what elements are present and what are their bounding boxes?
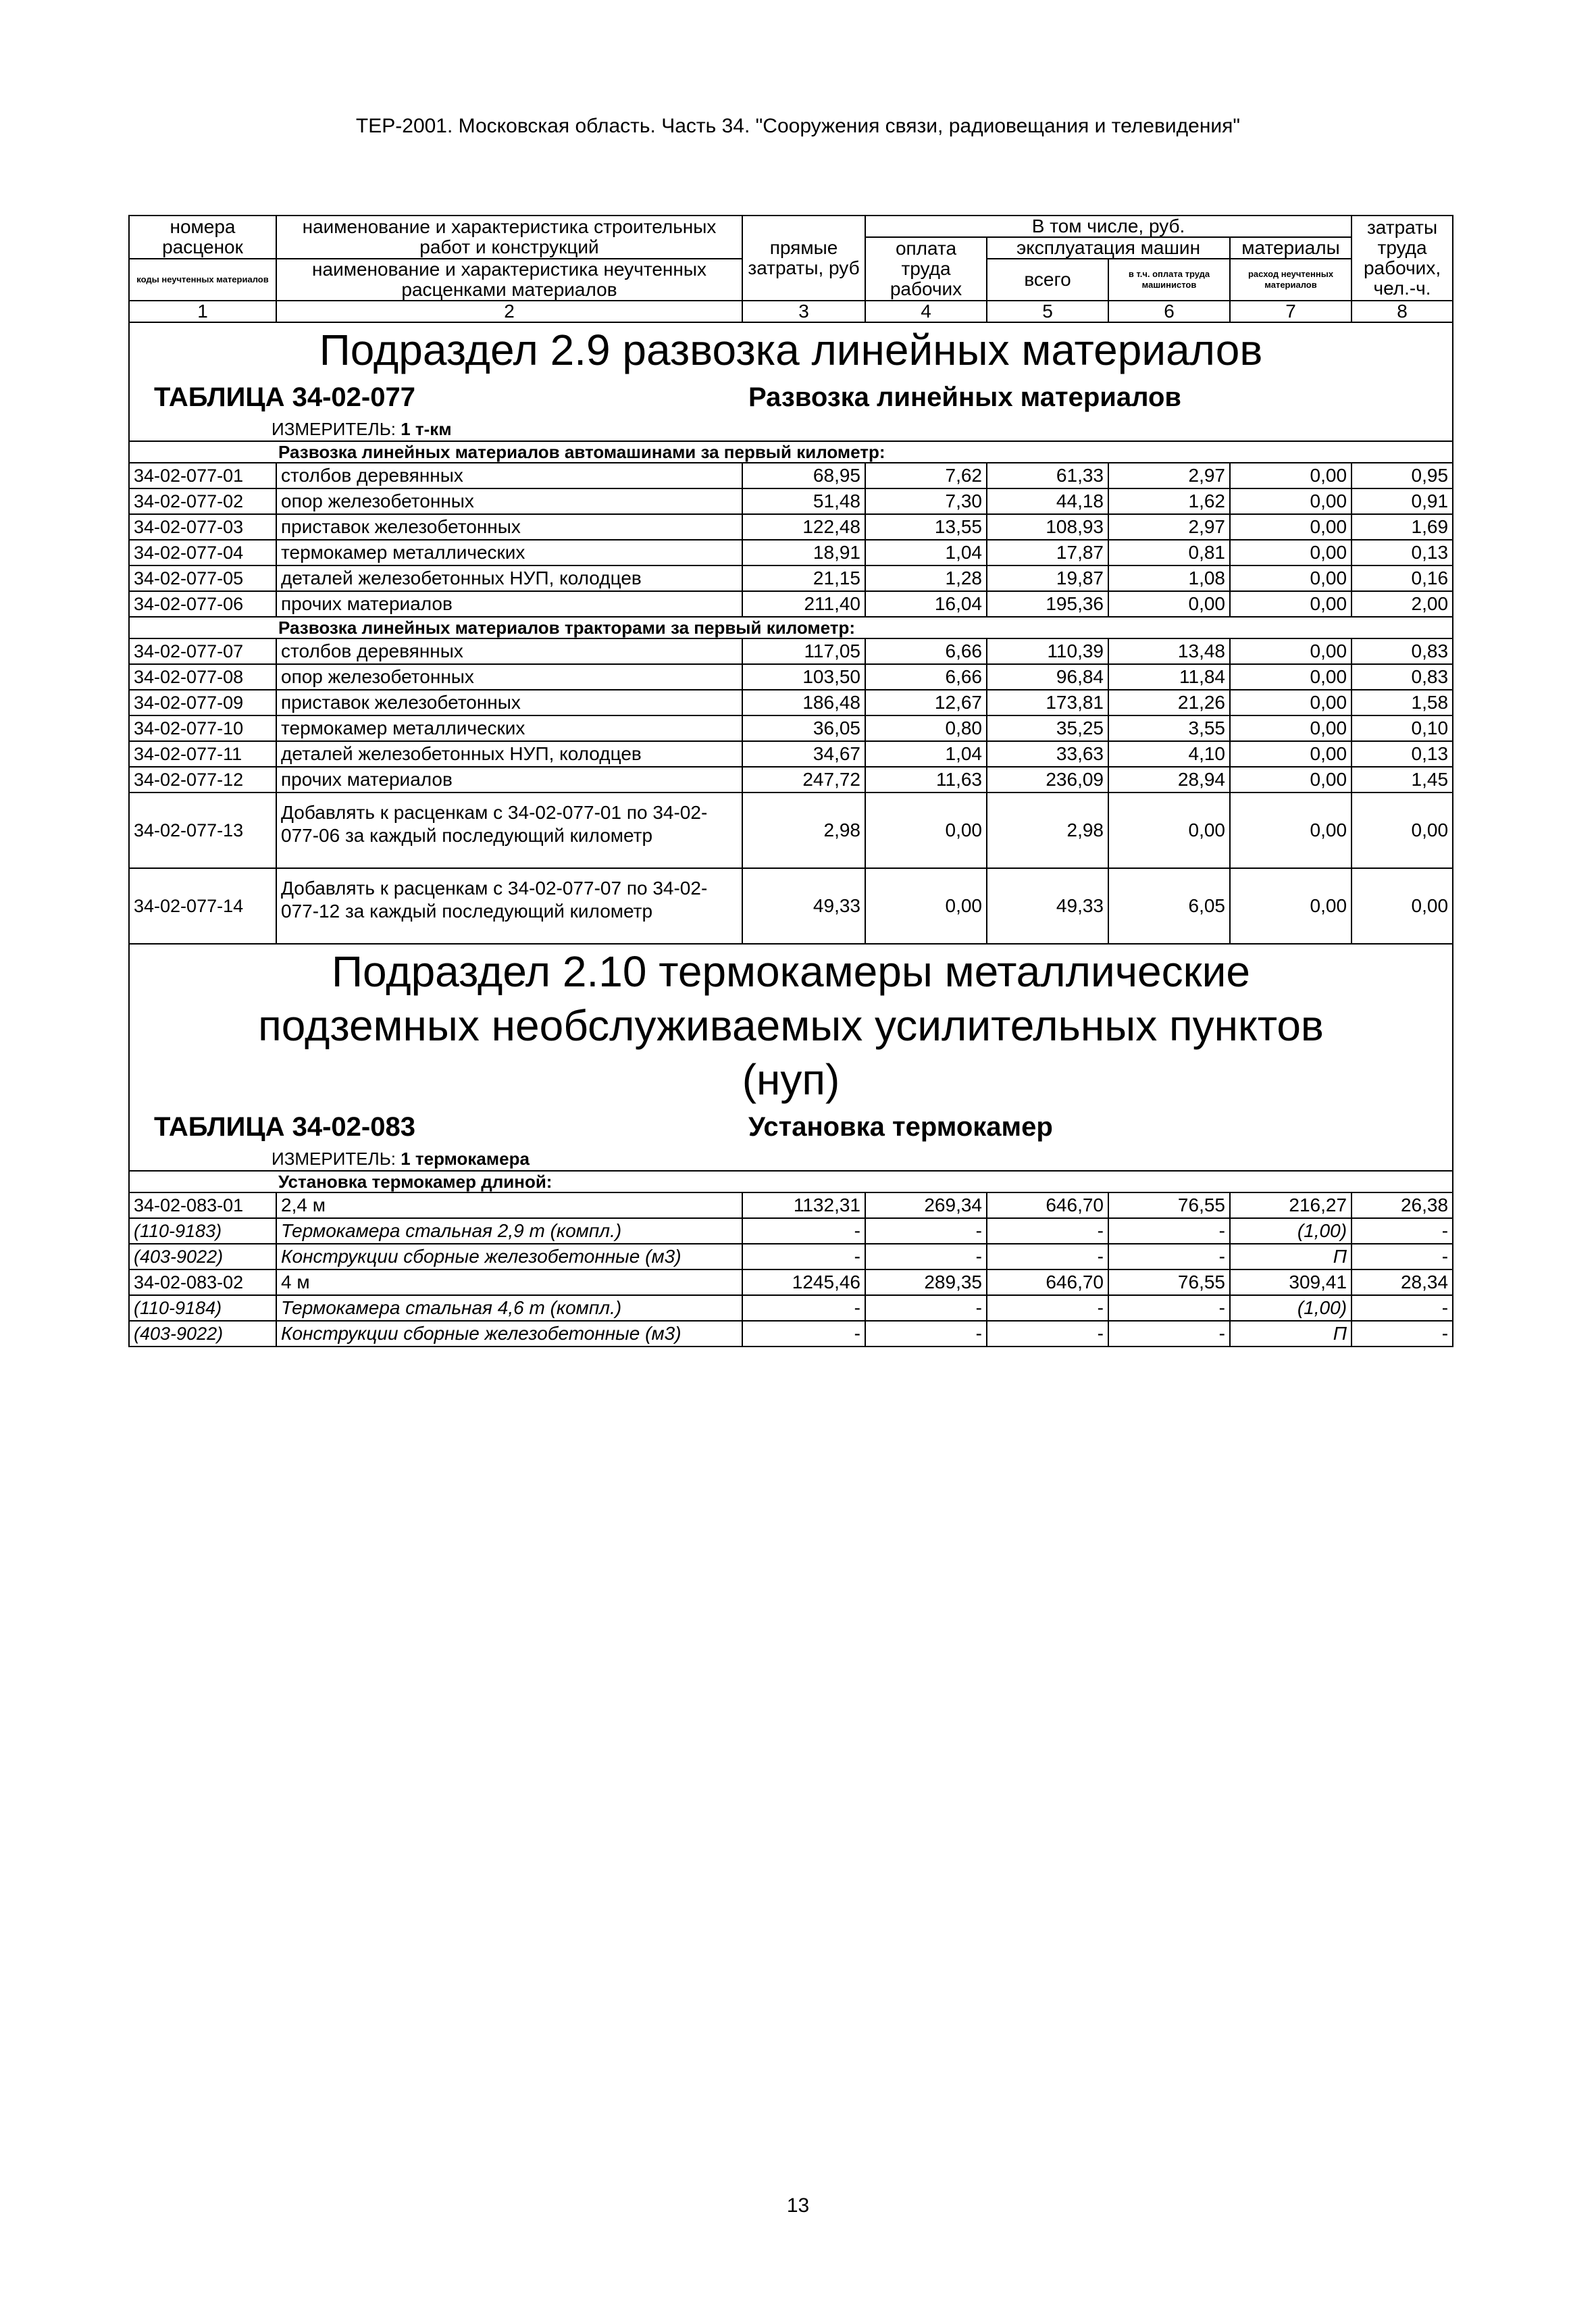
direct-costs: 36,05 [742,715,865,741]
rate-code: (110-9183) [129,1218,276,1244]
table-heading-row [129,1107,1453,1147]
work-name: деталей железобетонных НУП, колодцев [276,741,742,767]
table-body-thermochambers [129,1192,1453,1347]
rate-code: 34-02-077-05 [129,565,276,591]
group-title: Развозка линейных материалов автомашинами за первый километр: [129,441,1453,463]
header-labor-hours: затраты труда рабочих, чел.-ч. [1352,216,1453,301]
group-row [129,617,1453,638]
table-row [129,488,1453,514]
table-row [129,767,1453,793]
worker-pay: 0,00 [865,793,987,868]
work-name: 4 м [276,1269,742,1295]
meter-row [129,418,1453,441]
worker-pay: 7,30 [865,488,987,514]
machines-total: 19,87 [987,565,1108,591]
direct-costs: 1132,31 [742,1192,865,1218]
direct-costs: 34,67 [742,741,865,767]
table-row [129,1295,1453,1321]
worker-pay: 1,04 [865,540,987,565]
machines-total: 646,70 [987,1192,1108,1218]
table-row [129,638,1453,664]
rate-code: 34-02-077-10 [129,715,276,741]
meter-label: ИЗМЕРИТЕЛЬ: [272,1149,396,1169]
labor-hours: 2,00 [1352,591,1453,617]
table-row [129,540,1453,565]
work-name: Термокамера стальная 4,6 т (компл.) [276,1295,742,1321]
table-row [129,1269,1453,1295]
materials: (1,00) [1230,1218,1352,1244]
work-name: термокамер металлических [276,540,742,565]
work-name: приставок железобетонных [276,514,742,540]
table-row [129,1321,1453,1347]
rate-code: 34-02-077-01 [129,463,276,488]
worker-pay: 1,04 [865,741,987,767]
machinist-pay: - [1108,1218,1230,1244]
materials: 0,00 [1230,690,1352,715]
materials: 0,00 [1230,741,1352,767]
materials: 0,00 [1230,591,1352,617]
machines-total: 236,09 [987,767,1108,793]
meter [129,1147,1453,1171]
header-materials: материалы [1230,237,1352,259]
materials: 0,00 [1230,540,1352,565]
machines-total: 33,63 [987,741,1108,767]
group-row [129,1171,1453,1192]
labor-hours: - [1352,1218,1453,1244]
section-title: Подраздел 2.9 развозка линейных материалов [129,322,1453,377]
machinist-pay: 1,62 [1108,488,1230,514]
column-number: 8 [1352,301,1453,322]
work-name: столбов деревянных [276,638,742,664]
table-row [129,1192,1453,1218]
worker-pay: 0,80 [865,715,987,741]
machinist-pay: 4,10 [1108,741,1230,767]
machines-total: 17,87 [987,540,1108,565]
direct-costs: - [742,1321,865,1347]
meter-row [129,1147,1453,1171]
machines-total: 108,93 [987,514,1108,540]
group-title: Развозка линейных материалов тракторами за первый километр: [129,617,1453,638]
machines-total: 173,81 [987,690,1108,715]
machines-total: - [987,1244,1108,1269]
rate-code: 34-02-077-08 [129,664,276,690]
labor-hours: 0,00 [1352,868,1453,944]
table-row [129,565,1453,591]
labor-hours: 0,13 [1352,540,1453,565]
materials: 0,00 [1230,715,1352,741]
rate-code: 34-02-077-09 [129,690,276,715]
work-name: опор железобетонных [276,488,742,514]
rate-code: 34-02-077-13 [129,793,276,868]
direct-costs: 211,40 [742,591,865,617]
machinist-pay: 0,00 [1108,793,1230,868]
group-title: Установка термокамер длиной: [129,1171,1453,1192]
materials: 0,00 [1230,868,1352,944]
header-machinist-pay: в т.ч. оплата труда машинистов [1108,259,1230,301]
table-row [129,793,1453,868]
machinist-pay: 6,05 [1108,868,1230,944]
materials: 0,00 [1230,514,1352,540]
worker-pay: 11,63 [865,767,987,793]
worker-pay: 0,00 [865,868,987,944]
labor-hours: 0,00 [1352,793,1453,868]
rate-code: 34-02-077-03 [129,514,276,540]
machines-total: - [987,1218,1108,1244]
machines-total: 110,39 [987,638,1108,664]
labor-hours: 0,95 [1352,463,1453,488]
labor-hours: 0,83 [1352,638,1453,664]
header-rate-numbers: номера расценок [129,216,276,259]
table-row [129,1218,1453,1244]
labor-hours: 1,58 [1352,690,1453,715]
direct-costs: 122,48 [742,514,865,540]
machines-total: 2,98 [987,793,1108,868]
machinist-pay: 2,97 [1108,463,1230,488]
rate-code: 34-02-077-04 [129,540,276,565]
column-number: 4 [865,301,987,322]
direct-costs: 68,95 [742,463,865,488]
labor-hours: - [1352,1321,1453,1347]
header-direct-costs: прямые затраты, руб [742,216,865,301]
header-machines: эксплуатация машин [987,237,1230,259]
worker-pay: 6,66 [865,664,987,690]
table-code: ТАБЛИЦА 34-02-083 [154,1112,415,1142]
rate-code: 34-02-077-02 [129,488,276,514]
machines-total: 61,33 [987,463,1108,488]
machinist-pay: 3,55 [1108,715,1230,741]
labor-hours: 0,16 [1352,565,1453,591]
machinist-pay: - [1108,1295,1230,1321]
worker-pay: 6,66 [865,638,987,664]
machines-total: 195,36 [987,591,1108,617]
table-heading [129,1107,1453,1147]
machinist-pay: - [1108,1321,1230,1347]
column-number: 3 [742,301,865,322]
labor-hours: 0,83 [1352,664,1453,690]
table-heading [129,377,1453,418]
direct-costs: 18,91 [742,540,865,565]
section-title-row [129,322,1453,377]
header-material-codes: коды неучтенных материалов [129,259,276,301]
rate-code: 34-02-077-11 [129,741,276,767]
machines-total: 35,25 [987,715,1108,741]
header-in-total: В том числе, руб. [865,216,1352,237]
header-machines-total: всего [987,259,1108,301]
worker-pay: 7,62 [865,463,987,488]
labor-hours: 0,91 [1352,488,1453,514]
materials: 309,41 [1230,1269,1352,1295]
worker-pay: 13,55 [865,514,987,540]
table-code: ТАБЛИЦА 34-02-077 [154,382,415,412]
labor-hours: 0,13 [1352,741,1453,767]
direct-costs: 186,48 [742,690,865,715]
table-row [129,1244,1453,1269]
work-name: Конструкции сборные железобетонные (м3) [276,1321,742,1347]
work-name: 2,4 м [276,1192,742,1218]
worker-pay: 12,67 [865,690,987,715]
materials: 0,00 [1230,463,1352,488]
rate-code: (110-9184) [129,1295,276,1321]
meter [129,418,1453,441]
column-number: 2 [276,301,742,322]
meter-value: 1 термокамера [401,1149,530,1169]
machinist-pay: - [1108,1244,1230,1269]
machines-total: 44,18 [987,488,1108,514]
labor-hours: - [1352,1244,1453,1269]
table-row [129,690,1453,715]
header-work-name: наименование и характеристика строительных работ и конструкций [276,216,742,259]
machinist-pay: 13,48 [1108,638,1230,664]
materials: 0,00 [1230,767,1352,793]
labor-hours: 28,34 [1352,1269,1453,1295]
column-number: 1 [129,301,276,322]
running-header: ТЕР-2001. Московская область. Часть 34. "Сооружения связи, радиовещания и телевидения" [355,115,1241,137]
rate-code: 34-02-083-02 [129,1269,276,1295]
column-number: 7 [1230,301,1352,322]
machinist-pay: 28,94 [1108,767,1230,793]
meter-value: 1 т-км [401,419,452,439]
table-row [129,463,1453,488]
table-body-trucks [129,463,1453,617]
work-name: Добавлять к расценкам с 34-02-077-01 по 34-02-077-06 за каждый последующий километр [276,793,742,868]
table-row [129,741,1453,767]
worker-pay: - [865,1321,987,1347]
labor-hours: 1,45 [1352,767,1453,793]
table-heading-row [129,377,1453,418]
table-name: Развозка линейных материалов [748,382,1181,412]
worker-pay: 269,34 [865,1192,987,1218]
direct-costs: - [742,1218,865,1244]
work-name: прочих материалов [276,767,742,793]
group-row [129,441,1453,463]
machines-total: - [987,1295,1108,1321]
labor-hours: 0,10 [1352,715,1453,741]
work-name: Термокамера стальная 2,9 т (компл.) [276,1218,742,1244]
work-name: деталей железобетонных НУП, колодцев [276,565,742,591]
machinist-pay: 21,26 [1108,690,1230,715]
machinist-pay: 2,97 [1108,514,1230,540]
work-name: Добавлять к расценкам с 34-02-077-07 по 34-02-077-12 за каждый последующий километр [276,868,742,944]
rate-code: 34-02-077-12 [129,767,276,793]
header-unaccounted-materials: наименование и характеристика неучтенных расценками материалов [276,259,742,301]
labor-hours: 26,38 [1352,1192,1453,1218]
materials: 0,00 [1230,638,1352,664]
work-name: Конструкции сборные железобетонные (м3) [276,1244,742,1269]
rate-code: 34-02-077-06 [129,591,276,617]
materials: П [1230,1244,1352,1269]
direct-costs: - [742,1295,865,1321]
table-row [129,514,1453,540]
materials: (1,00) [1230,1295,1352,1321]
direct-costs: 103,50 [742,664,865,690]
machinist-pay: 76,55 [1108,1269,1230,1295]
machinist-pay: 0,00 [1108,591,1230,617]
worker-pay: 1,28 [865,565,987,591]
table-row [129,591,1453,617]
meter-label: ИЗМЕРИТЕЛЬ: [272,419,396,439]
worker-pay: 289,35 [865,1269,987,1295]
table-row [129,715,1453,741]
table-body-tractors [129,638,1453,793]
column-number: 5 [987,301,1108,322]
work-name: приставок железобетонных [276,690,742,715]
materials: 216,27 [1230,1192,1352,1218]
materials: 0,00 [1230,793,1352,868]
machinist-pay: 11,84 [1108,664,1230,690]
materials: 0,00 [1230,488,1352,514]
machinist-pay: 0,81 [1108,540,1230,565]
direct-costs: 21,15 [742,565,865,591]
worker-pay: - [865,1218,987,1244]
machines-total: 646,70 [987,1269,1108,1295]
section-title: Подраздел 2.10 термокамеры металлические подземных необслуживаемых усилительных пунктов (нуп) [129,944,1453,1107]
machines-total: 96,84 [987,664,1108,690]
work-name: прочих материалов [276,591,742,617]
direct-costs: 117,05 [742,638,865,664]
price-table-sheet [128,215,1452,1347]
materials: 0,00 [1230,664,1352,690]
rate-code: (403-9022) [129,1321,276,1347]
direct-costs: 1245,46 [742,1269,865,1295]
table-row [129,868,1453,944]
machines-total: 49,33 [987,868,1108,944]
work-name: опор железобетонных [276,664,742,690]
work-name: столбов деревянных [276,463,742,488]
direct-costs: 49,33 [742,868,865,944]
machinist-pay: 1,08 [1108,565,1230,591]
header-material-consumption: расход неучтенных материалов [1230,259,1352,301]
header-row-1 [129,216,1453,237]
worker-pay: - [865,1244,987,1269]
rate-code: 34-02-077-14 [129,868,276,944]
machinist-pay: 76,55 [1108,1192,1230,1218]
price-table [128,215,1453,1347]
page-number: 13 [786,2194,810,2217]
column-number: 6 [1108,301,1230,322]
column-numbers-row [129,301,1453,322]
table-name: Установка термокамер [748,1112,1053,1142]
work-name: термокамер металлических [276,715,742,741]
table-row [129,664,1453,690]
header-worker-pay: оплата труда рабочих [865,237,987,301]
rate-code: 34-02-077-07 [129,638,276,664]
direct-costs: 51,48 [742,488,865,514]
rate-code: (403-9022) [129,1244,276,1269]
materials: П [1230,1321,1352,1347]
machines-total: - [987,1321,1108,1347]
section-title-row [129,944,1453,1107]
labor-hours: - [1352,1295,1453,1321]
materials: 0,00 [1230,565,1352,591]
direct-costs: - [742,1244,865,1269]
direct-costs: 2,98 [742,793,865,868]
worker-pay: - [865,1295,987,1321]
worker-pay: 16,04 [865,591,987,617]
direct-costs: 247,72 [742,767,865,793]
labor-hours: 1,69 [1352,514,1453,540]
rate-code: 34-02-083-01 [129,1192,276,1218]
